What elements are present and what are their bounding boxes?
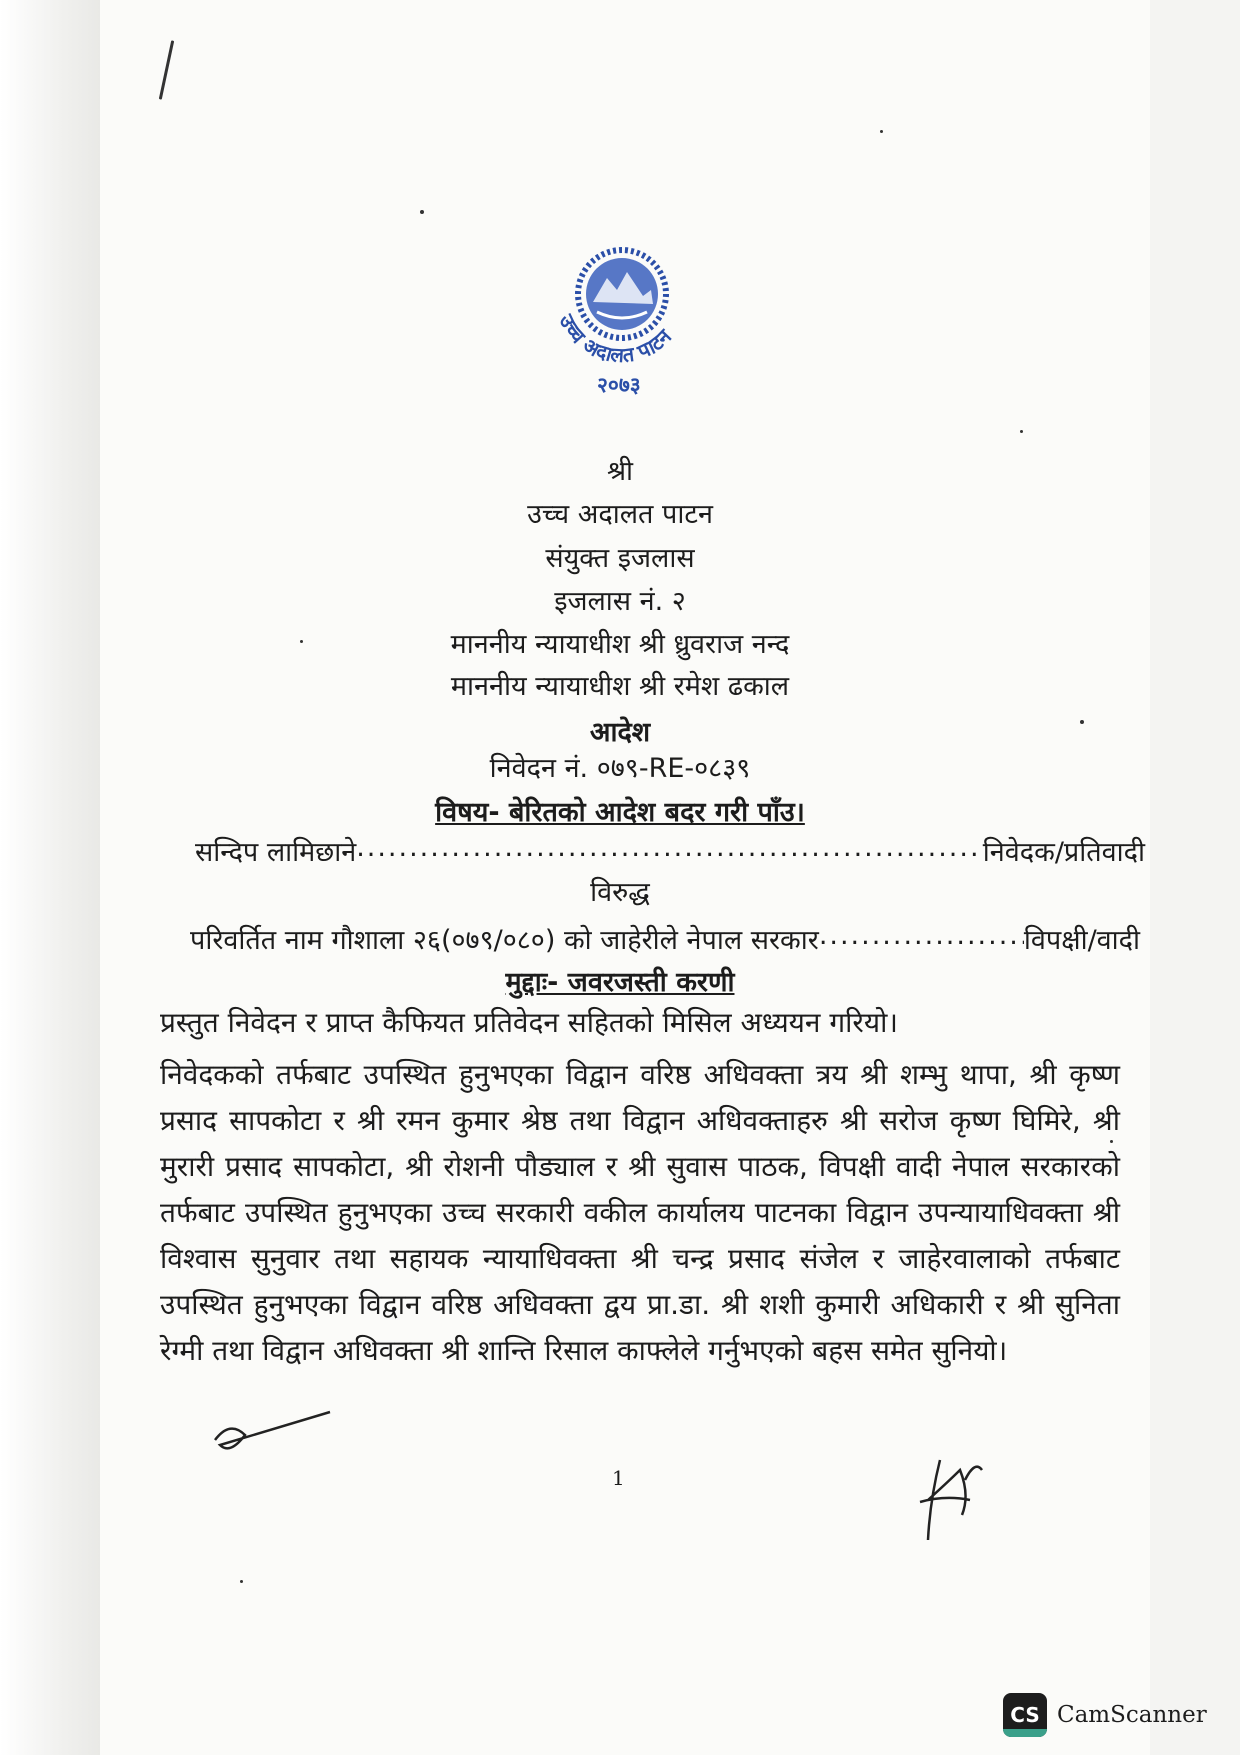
scan-speck <box>1080 720 1084 724</box>
initial-signature-icon <box>210 1400 340 1460</box>
seal-arc-text: उच्च अदालत पाटन <box>554 310 677 368</box>
leader-dots <box>356 832 983 869</box>
respondent-name: परिवर्तित नाम गौशाला २६(०७९/०८०) को जाहेरीले नेपाल सरकार <box>190 925 819 956</box>
subject-line: विषय- बेरितको आदेश बदर गरी पाँउ। <box>435 797 805 828</box>
judge-signature-icon <box>900 1440 990 1550</box>
bench-number: इजलास नं. २ <box>554 586 686 617</box>
court-seal-icon <box>535 232 710 407</box>
body-paragraph-2: निवेदकको तर्फबाट उपस्थित हुनुभएका विद्वान वरिष्ठ अधिवक्ता त्रय श्री शम्भु थापा, श्री कृष्ण प्रसाद सापकोटा र श्री रमन कुमार श्रेष्ठ तथा विद्वान अधिवक्ताहरु श्री सरोज कृष्ण घिमिरे, श्री मुरारी प्रसाद सापकोटा, श्री रोशनी पौड्याल र श्री सुवास पाठक, विपक्षी वादी नेपाल सरकारको तर्फबाट उपस्थित हुनुभएका उच्च सरकारी वकील कार्यालय पाटनका विद्वान उपन्यायाधिवक्ता श्री विश्वास सुनुवार तथा सहायक न्यायाधिवक्ता श्री चन्द्र प्रसाद संजेल र जाहेरवालाको तर्फबाट उपस्थित हुनुभएका विद्वान वरिष्ठ अधिवक्ता द्वय प्रा.डा. श्री शशी कुमारी अधिकारी र श्री सुनिता रेग्मी तथा विद्वान अधिवक्ता श्री शान्ति रिसाल काफ्लेले गर्नुभएको बहस समेत सुनियो। <box>160 1058 1120 1367</box>
scan-speck <box>880 130 883 133</box>
header-shree: श्री <box>606 456 634 487</box>
scan-speck <box>1110 1140 1113 1143</box>
seal-year: २०७३ <box>597 373 641 397</box>
camscanner-logo-icon: CS <box>1003 1693 1047 1737</box>
judge-1: माननीय न्यायाधीश श्री ध्रुवराज नन्द <box>450 629 790 660</box>
versus-label: विरुद्ध <box>590 877 650 908</box>
petition-number: निवेदन नं. ०७९-RE-०८३९ <box>489 753 751 784</box>
respondent-row <box>190 920 1140 957</box>
petitioner-row <box>195 832 1145 869</box>
body-paragraph-1: प्रस्तुत निवेदन र प्राप्त कैफियत प्रतिवेदन सहितको मिसिल अध्ययन गरियो। <box>160 1006 898 1039</box>
court-seal <box>535 232 710 407</box>
court-name: उच्च अदालत पाटन <box>527 499 713 530</box>
leader-dots <box>819 920 1024 957</box>
camscanner-watermark <box>1003 1693 1207 1737</box>
scan-speck <box>1020 430 1023 433</box>
scan-speck <box>240 1580 243 1583</box>
page-number: 1 <box>612 1466 625 1490</box>
petitioner-name: सन्दिप लामिछाने <box>195 837 357 868</box>
scan-speck <box>300 640 303 643</box>
bench-type: संयुक्त इजलास <box>545 543 695 574</box>
petitioner-role: निवेदक/प्रतिवादी <box>982 837 1145 868</box>
respondent-role: विपक्षी/वादी <box>1023 925 1140 956</box>
case-title: मुद्दाः- जवरजस्ती करणी <box>505 967 735 998</box>
judge-2: माननीय न्यायाधीश श्री रमेश ढकाल <box>450 671 790 702</box>
camscanner-label: CamScanner <box>1057 1702 1207 1728</box>
order-title: आदेश <box>589 717 651 748</box>
scan-speck <box>420 210 424 214</box>
